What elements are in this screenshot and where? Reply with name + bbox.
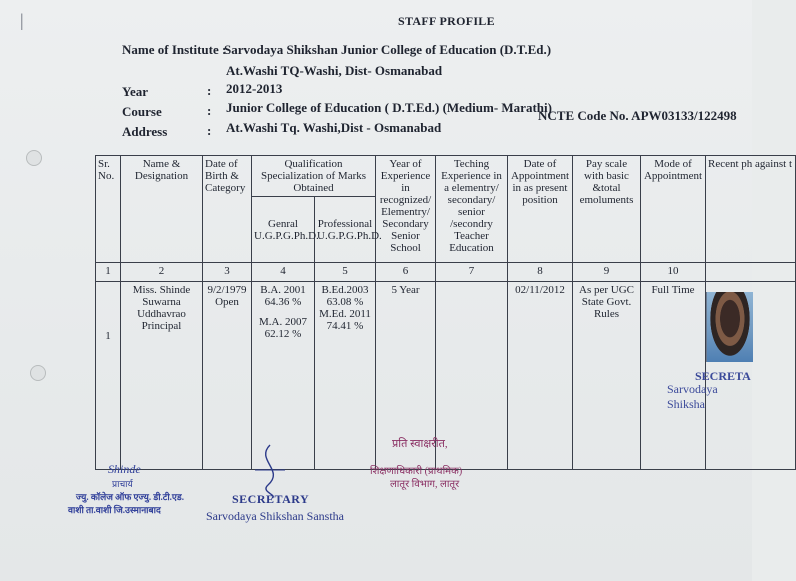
cell-professional (315, 282, 376, 470)
cell-experience: 5 Year (376, 282, 436, 470)
column-number: 9 (573, 263, 641, 282)
year-label: Year (122, 84, 148, 99)
pen-mark: | (20, 10, 24, 30)
prof-pct-1: 63.08 % (326, 296, 364, 308)
cell-appointment-date: 02/11/2012 (508, 282, 573, 470)
cell-pay-scale (573, 282, 641, 470)
prof-pct-2: 74.41 % (326, 320, 364, 332)
secretary-signature (250, 440, 290, 500)
pay-line: As per UGC (579, 284, 634, 296)
column-number: 6 (376, 263, 436, 282)
designation: Principal (141, 320, 182, 332)
ncte-code: NCTE Code No. APW03133/122498 (538, 108, 737, 123)
header-experience-school: Year of Experience in recognized/ Elementry/ Secondary Senior School (376, 156, 436, 263)
page-title: STAFF PROFILE (398, 14, 495, 28)
pay-line: Rules (593, 308, 620, 320)
officer-stamp-line: लातूर विभाग, लातूर (390, 479, 460, 490)
header-appointment-date: Date of Appointment in as present position (508, 156, 573, 263)
column-number: 8 (508, 263, 573, 282)
prof-degree-1: B.Ed.2003 (321, 284, 369, 296)
address-value: At.Washi Tq. Washi,Dist - Osmanabad (226, 120, 442, 135)
principal-stamp-line: वाशी ता.वाशी जि.उस्मानाबाद (68, 505, 161, 515)
punch-hole (26, 150, 42, 166)
principal-stamp-line: प्राचार्य (112, 479, 133, 489)
header-recent-photo: Recent ph against t (706, 156, 796, 263)
photo-stamp: SECRETA (695, 369, 751, 383)
secretary-stamp: SECRETARY (232, 492, 310, 506)
header-name: Name & Designation (121, 156, 203, 263)
column-number: 3 (203, 263, 252, 282)
sanstha-stamp: Sarvodaya Shikshan Sanstha (206, 509, 344, 523)
header-professional: Professional U.G.P.G.Ph.D. (315, 197, 376, 263)
cell-sr: 1 (96, 282, 121, 470)
cell-dob (203, 282, 252, 470)
header-pay-scale: Pay scale with basic &total emoluments (573, 156, 641, 263)
general-pct-1: 64.36 % (264, 296, 302, 308)
staff-table (95, 155, 796, 470)
photo-stamp-sub: Sarvodaya Shiksha (667, 382, 718, 411)
header-dob: Date of Birth & Category (203, 156, 252, 263)
punch-hole (30, 365, 46, 381)
principal-stamp (68, 462, 184, 516)
staff-table-wrapper (95, 155, 793, 428)
prof-degree-2: M.Ed. 2011 (319, 308, 371, 320)
column-number-row (96, 263, 796, 282)
general-degree-2: M.A. 2007 (259, 316, 307, 328)
column-number: 2 (121, 263, 203, 282)
address-label: Address (122, 124, 168, 139)
institute-value: Sarvodaya Shikshan Junior College of Education (D.T.Ed.) (224, 42, 552, 57)
name-line: Suwarna (142, 296, 181, 308)
principal-stamp-line: ज्यु. कॉलेज ऑफ एज्यु. डी.टी.एड. (76, 492, 184, 502)
officer-stamp-line: प्रति स्वाक्षरीत, (392, 438, 448, 450)
header-mode: Mode of Appointment (641, 156, 706, 263)
header-experience-teacher: Teching Experience in a elementry/ secondary/ senior /secondry Teacher Education (436, 156, 508, 263)
header-sr-no: Sr. No. (96, 156, 121, 263)
dob-value: 9/2/1979 (207, 284, 247, 296)
name-line: Uddhavrao (137, 308, 186, 320)
course-label: Course (122, 104, 162, 119)
address-colon: : (207, 123, 212, 138)
column-number: 10 (641, 263, 706, 282)
general-degree-1: B.A. 2001 (260, 284, 306, 296)
header-qualification: Qualification Specialization of Marks Obtained (252, 156, 376, 197)
principal-signature: Shinde (108, 462, 141, 476)
general-pct-2: 62.12 % (264, 328, 302, 340)
course-colon: : (207, 103, 212, 118)
category-value: Open (215, 296, 239, 308)
column-number: 7 (436, 263, 508, 282)
column-number: 4 (252, 263, 315, 282)
column-number: 5 (315, 263, 376, 282)
cell-name (121, 282, 203, 470)
column-number-empty (706, 263, 796, 282)
institute-address: At.Washi TQ-Washi, Dist- Osmanabad (226, 63, 443, 78)
year-colon: : (207, 83, 212, 98)
year-value: 2012-2013 (226, 81, 283, 96)
staff-photo (706, 292, 753, 362)
institute-label: Name of Institute : (122, 42, 227, 57)
course-value: Junior College of Education ( D.T.Ed.) (Medium- Marathi) (226, 100, 552, 115)
column-number: 1 (96, 263, 121, 282)
cell-mode: Full Time (641, 282, 706, 470)
name-line: Miss. Shinde (132, 284, 191, 296)
officer-stamp (370, 438, 462, 491)
officer-stamp-line: शिक्षणाधिकारी (प्राथमिक) (370, 466, 463, 477)
header-general: Genral U.G.P.G.Ph.D. (252, 197, 315, 263)
pay-line: State Govt. (581, 296, 632, 308)
